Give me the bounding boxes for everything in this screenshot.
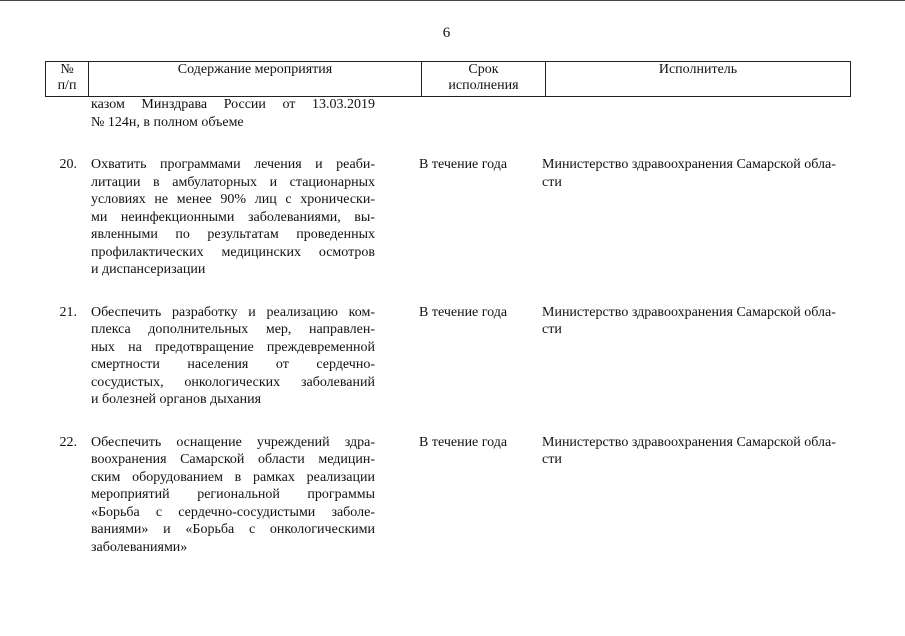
page-number: 6 xyxy=(442,25,451,41)
row-number: 21. xyxy=(59,304,77,320)
header-term-line1: Срок xyxy=(468,62,499,77)
table-row-21 xyxy=(45,304,851,409)
row-executor xyxy=(542,304,851,409)
content-line: плекса дополнительных мер, направлен- xyxy=(91,322,375,337)
content-line: казом Минздрава России от 13.03.2019 xyxy=(91,97,375,112)
row-number: 22. xyxy=(59,434,77,450)
row-term: В течение года xyxy=(419,157,508,172)
row-content xyxy=(87,156,419,279)
row-executor xyxy=(542,156,851,279)
executor-line: Министерство здравоохранения Самарской обла- xyxy=(542,157,836,172)
executor-line: Министерство здравоохранения Самарской обла- xyxy=(542,304,836,320)
table-row-22 xyxy=(45,434,851,557)
row-content xyxy=(87,434,419,557)
row-content xyxy=(87,96,419,131)
row-number: 20. xyxy=(59,157,77,172)
content-line: ваниями» и «Борьба с онкологическими xyxy=(91,522,375,537)
content-line: мероприятий региональной программы xyxy=(91,487,375,502)
content-line: явленными по результатам проведенных xyxy=(91,227,375,242)
row-content xyxy=(87,304,419,409)
content-line: и болезней органов дыхания xyxy=(91,392,262,407)
row-executor xyxy=(542,434,851,557)
content-line: воохранения Самарской области медицин- xyxy=(91,452,375,467)
content-line: литации в амбулаторных и стационарных xyxy=(91,174,375,190)
content-line: № 124н, в полном объеме xyxy=(91,114,244,130)
row-number xyxy=(45,96,87,131)
table-header xyxy=(45,61,851,97)
content-line: смертности населения от сердечно- xyxy=(91,357,375,372)
top-rule xyxy=(0,0,905,1)
table-body xyxy=(45,96,851,556)
header-executor: Исполнитель xyxy=(546,62,851,97)
continuation-row xyxy=(45,96,851,131)
content-line: профилактических медицинских осмотров xyxy=(91,244,375,260)
content-line: «Борьба с сердечно-сосудистыми заболе- xyxy=(91,504,375,520)
header-term xyxy=(422,62,546,97)
executor-line: сти xyxy=(542,322,562,337)
content-line: ми неинфекционными заболеваниями, вы- xyxy=(91,209,375,225)
content-line: и диспансеризации xyxy=(91,262,206,277)
executor-line: сти xyxy=(542,452,562,467)
header-content: Содержание мероприятия xyxy=(89,62,422,97)
row-term: В течение года xyxy=(419,434,508,450)
content-line: Обеспечить оснащение учреждений здра- xyxy=(91,434,375,450)
row-term: В течение года xyxy=(419,304,508,320)
header-term-line2: исполнения xyxy=(448,78,519,93)
header-num xyxy=(46,62,89,97)
header-num-line2: п/п xyxy=(57,78,77,93)
content-line: Обеспечить разработку и реализацию ком- xyxy=(91,304,375,320)
table-row-20 xyxy=(45,156,851,279)
content-line: Охватить программами лечения и реаби- xyxy=(91,157,375,172)
content-line: ных на предотвращение преждевременной xyxy=(91,339,375,355)
content-line: условиях не менее 90% лиц с хронически- xyxy=(91,192,375,207)
header-num-line1: № xyxy=(60,62,74,77)
executor-line: Министерство здравоохранения Самарской обла- xyxy=(542,434,836,450)
executor-line: сти xyxy=(542,174,562,190)
content-line: заболеваниями» xyxy=(91,539,188,555)
content-line: ским оборудованием в рамках реализации xyxy=(91,469,375,485)
content-line: сосудистых, онкологических заболеваний xyxy=(91,374,375,390)
